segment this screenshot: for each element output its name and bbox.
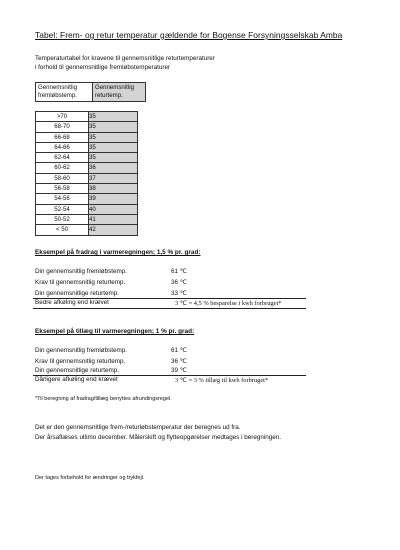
table-row: [36, 122, 138, 132]
example2-label-required: Krav til gennemsnitlig returtemp.: [35, 358, 126, 365]
table-row: [36, 153, 138, 163]
flow-cell: < 50: [36, 225, 89, 235]
return-cell: 41: [89, 214, 138, 224]
flow-cell: 62-64: [36, 153, 89, 163]
return-cell: 42: [89, 225, 138, 235]
flow-cell: 66-68: [36, 132, 89, 142]
example2-value-required: 36 ℃: [171, 358, 187, 365]
example1-bottom-line: [33, 308, 306, 309]
disclaimer: Der tages forbehold for ændringer og trykfejl.: [35, 475, 145, 481]
footnote: *Til beregning af fradrag/tillæg benyttes afrundingsregel.: [35, 396, 172, 402]
flow-cell: >70: [36, 112, 89, 122]
return-cell: 35: [89, 112, 138, 122]
example2-label-flow: Din gennemsnitlig fremløbstemp.: [35, 347, 128, 354]
example1-value-required: 36 ℃: [171, 279, 187, 286]
paragraph-line-1: Det er den gennemsnitlige frem-/returløbstemperatur der beregnes ud fra.: [35, 424, 241, 431]
table-row: [36, 173, 138, 183]
header-return-line-1: Gennemsnitlig: [95, 84, 134, 91]
table-row: [36, 225, 138, 235]
example2-heading: Eksempel på tillæg til varmeregningen; 1 % pr. grad:: [35, 328, 195, 335]
return-cell: 35: [89, 132, 138, 142]
table-row: [36, 214, 138, 224]
example1-result-label: Bedre afkøling end krævet: [35, 299, 109, 306]
table-row: [36, 112, 138, 122]
header-flow-line-2: fremløbstemp.: [38, 92, 77, 99]
example1-label-flow: Din gennemsnitlig fremløbstemp.: [35, 268, 128, 275]
example2-value-return: 39 ℃: [171, 367, 187, 374]
header-flow-temp: [36, 83, 93, 102]
example2-result-value: 3 ℃ = 3 % tillæg til kwh forbruget*: [175, 377, 269, 384]
return-cell: 39: [89, 194, 138, 204]
example1-label-required: Krav til gennemsnitlig returtemp.: [35, 279, 126, 286]
flow-cell: 56-58: [36, 184, 89, 194]
header-return-line-2: returtemp.: [95, 92, 123, 99]
table-row: [36, 184, 138, 194]
flow-cell: 68-70: [36, 122, 89, 132]
example1-value-flow: 61 ℃: [171, 268, 187, 275]
table-row: [36, 204, 138, 214]
table-row: [36, 142, 138, 152]
return-cell: 40: [89, 204, 138, 214]
page-title: Tabel: Frem- og retur temperatur gældende for Bogense Forsyningsselskab Amba: [35, 30, 343, 40]
intro-line-1: Temperaturtabel for kravene til gennemsnitlige returtemperaturer: [35, 55, 215, 62]
return-cell: 36: [89, 163, 138, 173]
header-flow-line-1: Gennemsnitlig: [38, 84, 77, 91]
temperature-table-header: [35, 82, 146, 102]
return-cell: 35: [89, 122, 138, 132]
flow-cell: 54-56: [36, 194, 89, 204]
flow-cell: 64-66: [36, 142, 89, 152]
return-cell: 38: [89, 184, 138, 194]
temperature-table: [35, 111, 138, 236]
return-cell: 35: [89, 153, 138, 163]
table-row: [36, 163, 138, 173]
return-cell: 35: [89, 142, 138, 152]
return-cell: 37: [89, 173, 138, 183]
example2-result-label: Dårligere afkøling end krævet: [35, 376, 118, 383]
flow-cell: 52-54: [36, 204, 89, 214]
example1-result-value: 3 ℃ = 4,5 % besparelse i kwh forbruget*: [175, 300, 282, 307]
table-row: [36, 132, 138, 142]
header-return-temp: [93, 83, 146, 102]
example1-value-return: 33 ℃: [171, 290, 187, 297]
example1-heading: Eksempel på fradrag i varmeregningen; 1,5 % pr. grad:: [35, 249, 201, 256]
paragraph-line-2: Der årsaflæses ultimo december. Målerskift og flytteopgørelser medtages i beregningen.: [35, 434, 282, 441]
example2-label-return: Din gennemsnitlige returtemp.: [35, 367, 119, 374]
flow-cell: 60-62: [36, 163, 89, 173]
intro-line-2: i forhold til gennemsnitlige fremløbstemperaturer: [35, 64, 171, 71]
table-row: [36, 194, 138, 204]
flow-cell: 50-52: [36, 214, 89, 224]
example1-label-return: Din gennemsnitlige returtemp.: [35, 290, 119, 297]
flow-cell: 58-60: [36, 173, 89, 183]
example2-value-flow: 61 ℃: [171, 347, 187, 354]
